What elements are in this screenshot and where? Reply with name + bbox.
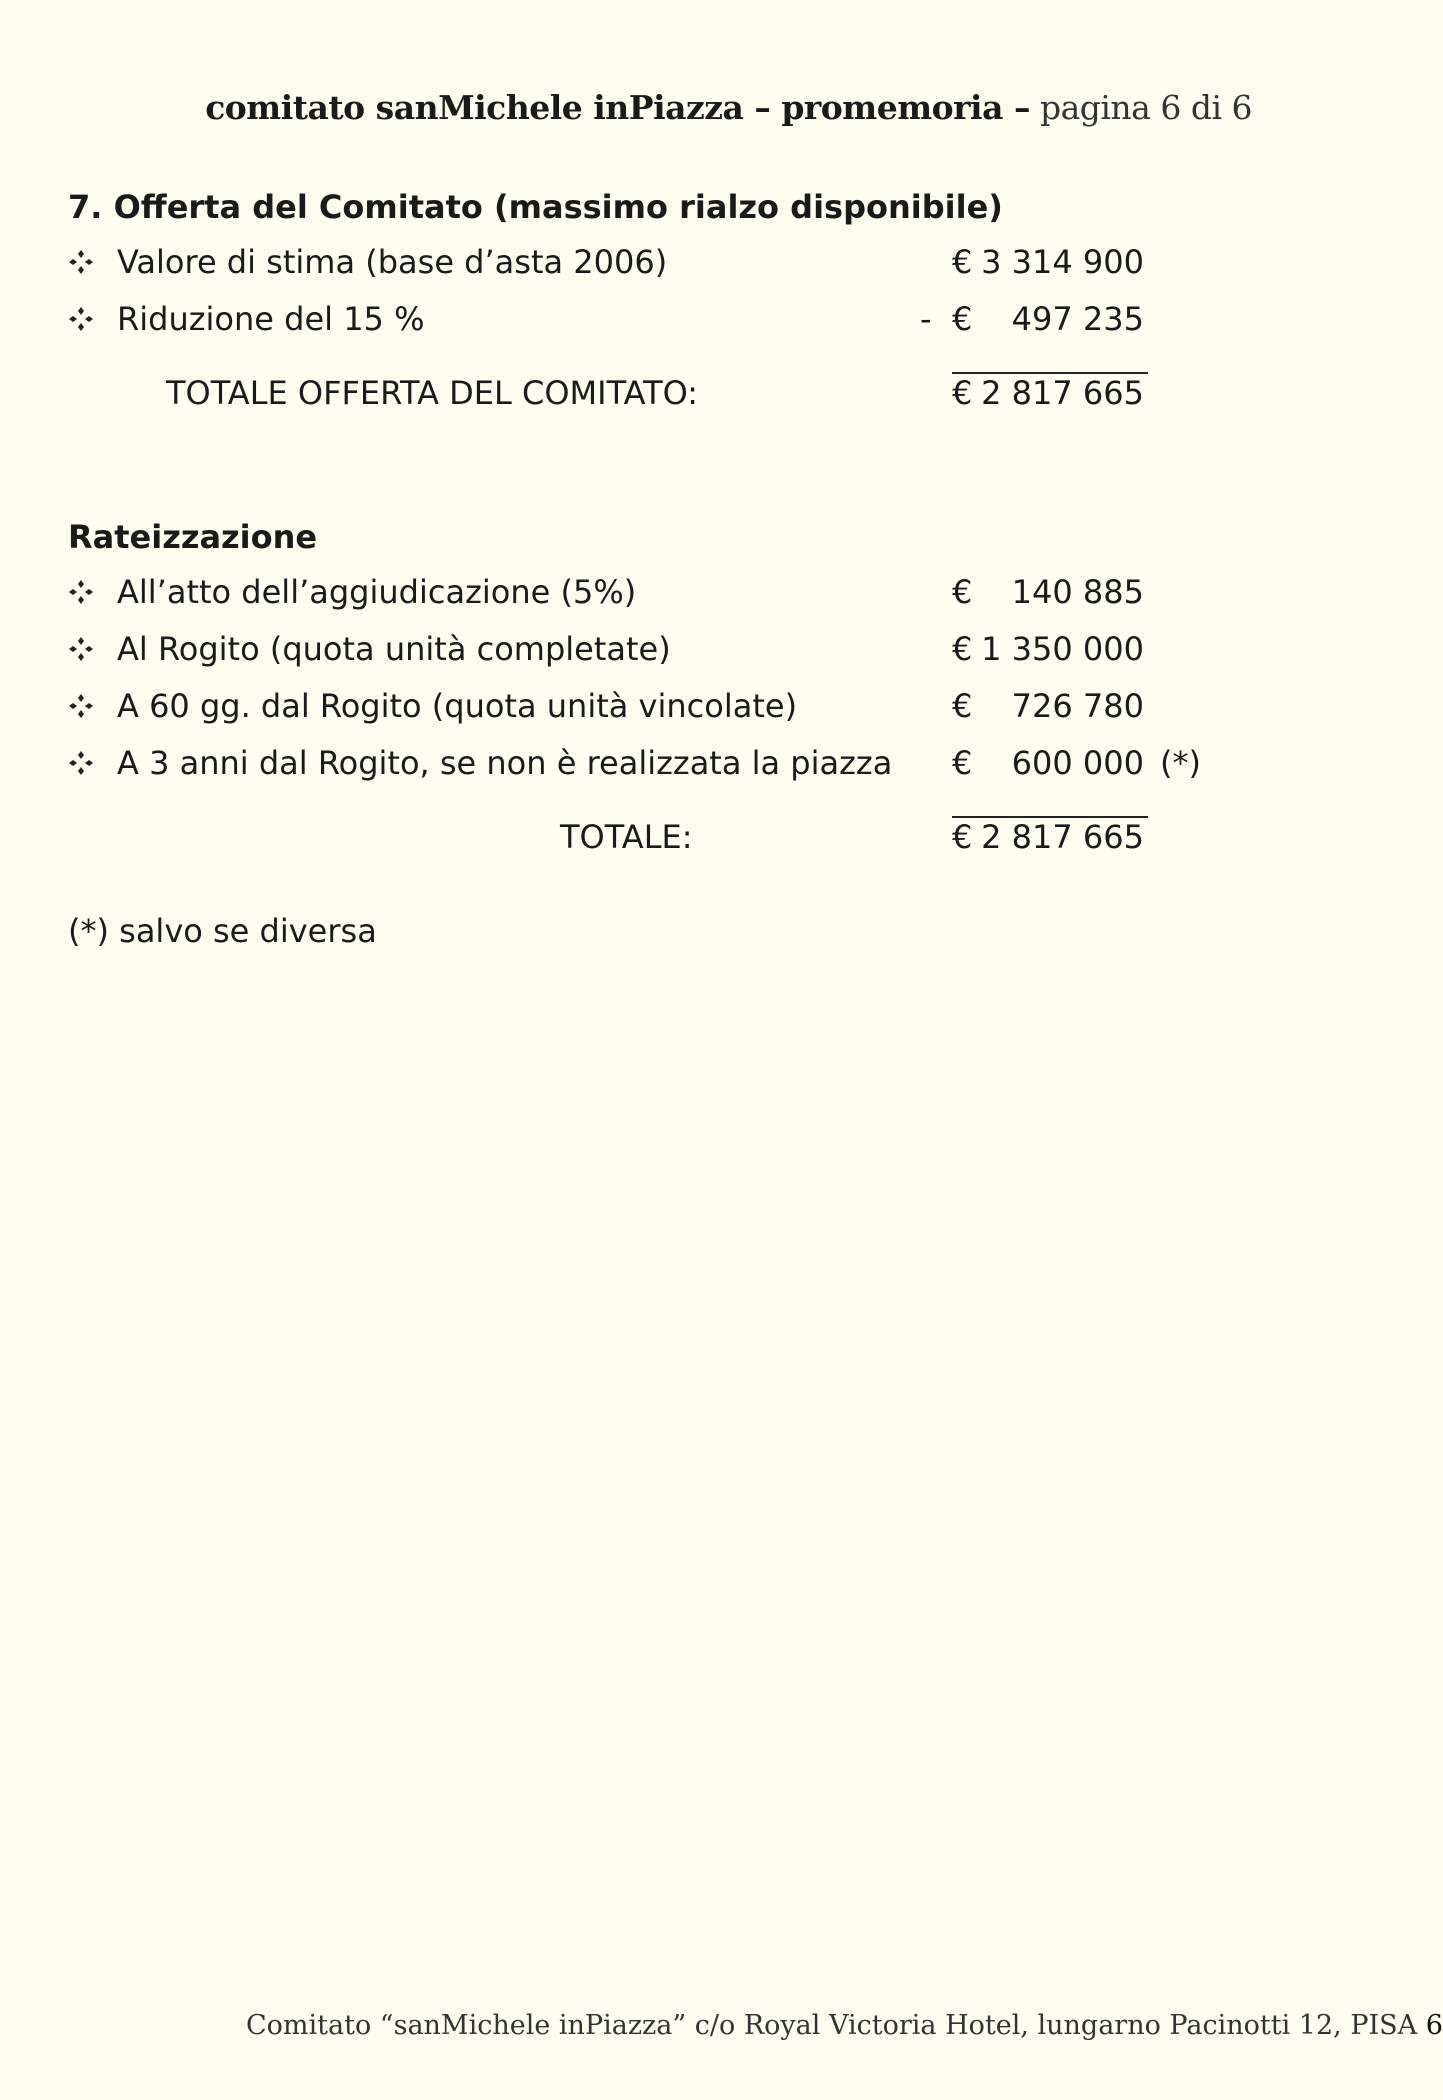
installment-label: All’atto dell’aggiudicazione (5%) [117,573,637,611]
offer-total-amount: 2 817 665 [981,374,1144,412]
offer-row-amount: 497 235 [1011,300,1144,338]
installment-label: A 60 gg. dal Rogito (quota unità vincolate) [117,687,798,725]
page-header [205,88,1252,127]
currency-symbol: € [952,818,973,856]
currency-symbol: € [952,374,973,412]
footer-address: Comitato “sanMichele inPiazza” c/o Royal Victoria Hotel, lungarno Pacinotti 12, PISA [246,2010,1418,2041]
currency-symbol: € [952,744,973,782]
installments-section-title: Rateizzazione [68,518,318,556]
offer-row-label: Riduzione del 15 % [117,300,425,338]
installment-amount: 600 000 [1011,744,1144,782]
offer-total-row [68,374,1248,418]
offer-total-label: TOTALE OFFERTA DEL COMITATO: [166,374,699,412]
offer-row-label: Valore di stima (base d’asta 2006) [117,243,668,281]
offer-section-title: 7. Offerta del Comitato (massimo rialzo disponibile) [68,188,1003,226]
currency-symbol: € [952,243,973,281]
installment-amount: 140 885 [1011,573,1144,611]
currency-symbol: € [952,300,973,338]
diamond-bullet-icon [68,306,94,332]
offer-row-estimate [68,243,1248,287]
installment-amount: 726 780 [1011,687,1144,725]
diamond-bullet-icon [68,636,94,662]
installment-row [68,744,1248,788]
installment-amount: 1 350 000 [981,630,1144,668]
offer-row-reduction [68,300,1248,344]
installments-total-label: TOTALE: [560,818,693,856]
installment-label: Al Rogito (quota unità completate) [117,630,671,668]
installment-row [68,630,1248,674]
diamond-bullet-icon [68,249,94,275]
footer-page-number: 6 [1425,2010,1443,2041]
installments-total-amount: 2 817 665 [981,818,1144,856]
currency-symbol: € [952,630,973,668]
header-title: comitato sanMichele inPiazza – promemoria – [205,88,1030,127]
installment-row [68,573,1248,617]
diamond-bullet-icon [68,579,94,605]
footnote: (*) salvo se diversa [68,912,377,950]
currency-symbol: € [952,687,973,725]
footnote-marker: (*) [1160,744,1201,782]
diamond-bullet-icon [68,750,94,776]
offer-row-sign: - [920,300,932,338]
offer-row-amount: 3 314 900 [981,243,1144,281]
page-footer [246,2010,1443,2041]
currency-symbol: € [952,573,973,611]
diamond-bullet-icon [68,693,94,719]
installments-total-row [68,818,1248,862]
installment-row [68,687,1248,731]
header-page-label: pagina 6 di 6 [1039,88,1252,127]
installment-label: A 3 anni dal Rogito, se non è realizzata la piazza [117,744,893,782]
